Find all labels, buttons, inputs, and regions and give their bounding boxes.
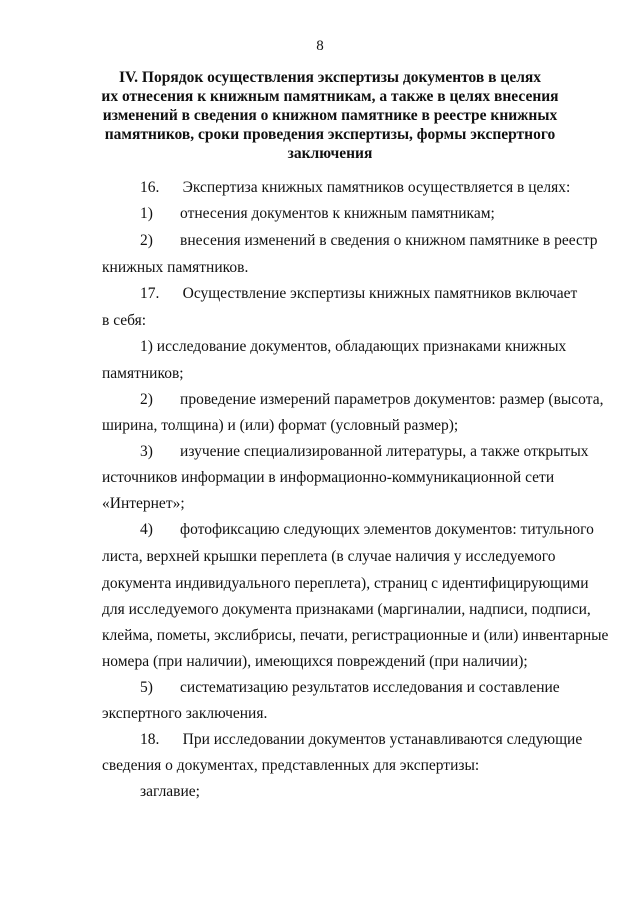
text-line: «Интернет»; <box>102 495 185 512</box>
text-line: 4) фотофиксацию следующих элементов документов: титульного <box>140 521 594 538</box>
text-line: сведения о документах, представленных для экспертизы: <box>102 757 480 774</box>
text-line: 1) отнесения документов к книжным памятникам; <box>140 205 495 222</box>
text-line: для исследуемого документа признаками (маргиналии, надписи, подписи, <box>102 601 591 618</box>
text-line: 2) внесения изменений в сведения о книжном памятнике в реестр <box>140 232 598 249</box>
section-title-line: их отнесения к книжным памятникам, а также в целях внесения <box>101 88 559 105</box>
text-line: 17. Осуществление экспертизы книжных памятников включает <box>140 285 578 302</box>
text-line: источников информации в информационно-коммуникационной сети <box>102 469 555 486</box>
section-title-line: заключения <box>287 145 373 162</box>
text-line: документа индивидуального переплета), страниц с идентифицирующими <box>102 575 589 592</box>
text-line: 3) изучение специализированной литературы, а также открытых <box>140 443 589 460</box>
text-line: листа, верхней крышки переплета (в случае наличия у исследуемого <box>102 548 556 565</box>
text-line: книжных памятников. <box>102 259 249 276</box>
page-number: 8 <box>316 38 324 54</box>
text-line: клейма, пометы, экслибрисы, печати, регистрационные и (или) инвентарные <box>102 627 609 644</box>
text-line: 1) исследование документов, обладающих признаками книжных <box>140 338 567 355</box>
text-line: памятников; <box>102 365 184 382</box>
text-line: 2) проведение измерений параметров документов: размер (высота, <box>140 391 604 408</box>
section-title-line: IV. Порядок осуществления экспертизы документов в целях <box>118 69 542 86</box>
section-title <box>100 68 560 163</box>
text-line: 5) систематизацию результатов исследования и составление <box>140 679 560 696</box>
text-line: заглавие; <box>140 783 200 800</box>
text-line: номера (при наличии), имеющихся повреждений (при наличии); <box>102 653 528 670</box>
text-line: экспертного заключения. <box>102 705 268 722</box>
text-line: ширина, толщина) и (или) формат (условный размер); <box>102 417 459 434</box>
section-title-line: изменений в сведения о книжном памятнике в реестре книжных <box>102 107 558 124</box>
text-line: в себя: <box>102 312 147 329</box>
text-line: 18. При исследовании документов устанавливаются следующие <box>140 731 583 748</box>
text-line: 16. Экспертиза книжных памятников осуществляется в целях: <box>140 179 571 196</box>
section-title-line: памятников, сроки проведения экспертизы, формы экспертного <box>104 126 556 143</box>
